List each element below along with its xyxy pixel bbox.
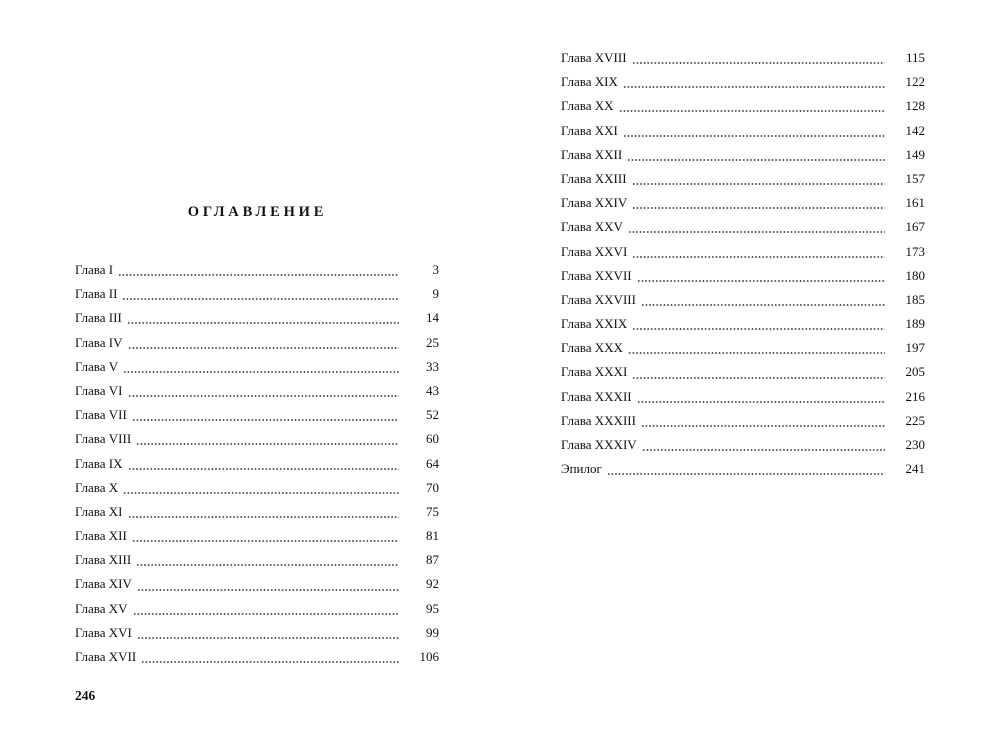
toc-entry: [561, 119, 925, 143]
dot-leader: [619, 110, 885, 112]
toc-entry: [561, 433, 925, 457]
toc-entry-title: Глава III: [75, 310, 122, 326]
toc-entry-title: Глава I: [75, 262, 114, 277]
toc-entry: [561, 385, 925, 409]
toc-entry-title: Глава VI: [75, 382, 123, 398]
dot-leader: [632, 256, 885, 258]
toc-entry-title: Глава XI: [75, 503, 123, 519]
toc-entry-title: Эпилог: [561, 461, 602, 477]
dot-leader: [632, 207, 885, 209]
toc-entry-page: 241: [905, 461, 925, 477]
toc-entry-title: Глава V: [75, 358, 119, 374]
dot-leader: [642, 449, 885, 451]
toc-entry-title: Глава X: [75, 479, 119, 495]
toc-entry-page: 70: [426, 479, 439, 495]
toc-entry: [75, 427, 439, 451]
toc-entry-page: 225: [905, 412, 925, 428]
toc-heading: ОГЛАВЛЕНИЕ: [187, 204, 328, 220]
toc-entry: [561, 191, 925, 215]
toc-entry-title: Глава XXVI: [561, 243, 628, 259]
toc-entry-title: Глава XVII: [75, 649, 137, 664]
toc-entry-page: 99: [426, 624, 439, 640]
toc-entry-page: 87: [426, 552, 439, 568]
toc-entry: [75, 572, 439, 596]
toc-entry-title: Глава XXXI: [561, 364, 628, 380]
toc-entry: [561, 360, 925, 384]
dot-leader: [127, 322, 399, 324]
toc-entry-page: 9: [432, 286, 439, 302]
toc-entry-title: Глава XXVIII: [561, 291, 636, 307]
toc-entry: [561, 70, 925, 94]
toc-entry-page: 52: [426, 407, 439, 423]
toc-entry: [75, 452, 439, 476]
toc-entry-page: 3: [432, 262, 439, 277]
toc-entry: [561, 143, 925, 167]
dot-leader: [632, 377, 885, 379]
dot-leader: [136, 564, 399, 566]
toc-entry-page: 197: [905, 340, 925, 356]
dot-leader: [607, 473, 885, 475]
dot-leader: [128, 516, 400, 518]
toc-entry-page: 33: [426, 358, 439, 374]
toc-entry-page: 60: [426, 431, 439, 447]
toc-entry-page: 75: [426, 503, 439, 519]
toc-entry-page: 115: [905, 50, 925, 65]
dot-leader: [123, 492, 399, 494]
toc-entry: [75, 379, 439, 403]
dot-leader: [137, 589, 399, 591]
dot-leader: [641, 425, 885, 427]
toc-entry-page: 216: [905, 388, 925, 404]
toc-entry-page: 43: [426, 382, 439, 398]
toc-entry-title: Глава XII: [75, 528, 127, 544]
toc-entry: [75, 621, 439, 645]
toc-list-right: [561, 46, 925, 481]
dot-leader: [632, 62, 885, 64]
dot-leader: [137, 637, 399, 639]
toc-entry-page: 81: [426, 528, 439, 544]
toc-entry-page: 149: [905, 146, 925, 162]
toc-entry-title: Глава VII: [75, 407, 127, 423]
toc-entry-page: 142: [905, 122, 925, 138]
toc-entry: [561, 336, 925, 360]
dot-leader: [141, 661, 399, 663]
toc-entry-page: 205: [905, 364, 925, 380]
dot-leader: [133, 613, 399, 615]
toc-entry-page: 14: [426, 310, 439, 326]
dot-leader: [628, 231, 885, 233]
toc-entry: [561, 167, 925, 191]
dot-leader: [641, 304, 885, 306]
dot-leader: [637, 280, 885, 282]
toc-entry: [561, 288, 925, 312]
dot-leader: [123, 371, 399, 373]
dot-leader: [136, 443, 399, 445]
toc-entry-page: 161: [905, 195, 925, 211]
dot-leader: [122, 298, 399, 300]
toc-entry-page: 189: [905, 316, 925, 332]
toc-entry: [75, 645, 439, 669]
toc-entry-title: Глава XXX: [561, 340, 623, 356]
toc-entry: [75, 355, 439, 379]
toc-list-left: [75, 258, 439, 669]
toc-entry: [75, 306, 439, 330]
toc-entry: [561, 457, 925, 481]
toc-entry-title: Глава XXXII: [561, 388, 632, 404]
dot-leader: [128, 468, 400, 470]
toc-entry-title: Глава XXIX: [561, 316, 628, 332]
toc-entry: [75, 597, 439, 621]
toc-entry-page: 122: [905, 74, 925, 90]
toc-entry-title: Глава XIII: [75, 552, 132, 568]
toc-entry-title: Глава XXXIII: [561, 412, 636, 428]
toc-entry-title: Глава XXI: [561, 122, 618, 138]
dot-leader: [632, 328, 885, 330]
toc-entry-title: Глава XV: [75, 600, 128, 616]
toc-entry: [75, 500, 439, 524]
toc-entry-title: Глава XXV: [561, 219, 623, 235]
dot-leader: [628, 352, 885, 354]
dot-leader: [623, 135, 885, 137]
toc-entry-title: Глава XXXIV: [561, 437, 637, 452]
toc-entry-title: Глава VIII: [75, 431, 132, 447]
toc-entry-page: 157: [905, 170, 925, 186]
toc-entry: [75, 548, 439, 572]
toc-entry-page: 173: [905, 243, 925, 259]
toc-entry-page: 106: [419, 649, 439, 664]
toc-entry-title: Глава II: [75, 286, 118, 302]
toc-entry-title: Глава IX: [75, 455, 123, 471]
toc-entry: [561, 46, 925, 70]
toc-entry: [561, 409, 925, 433]
toc-entry-page: 167: [905, 219, 925, 235]
toc-entry-title: Глава XX: [561, 98, 614, 114]
dot-leader: [132, 540, 399, 542]
dot-leader: [627, 159, 885, 161]
toc-entry-page: 95: [426, 600, 439, 616]
toc-entry-page: 64: [426, 455, 439, 471]
toc-entry-title: Глава XXII: [561, 146, 623, 162]
toc-entry-page: 92: [426, 576, 439, 592]
toc-entry: [561, 264, 925, 288]
toc-entry-page: 128: [905, 98, 925, 114]
toc-entry-title: Глава XXIV: [561, 195, 628, 211]
toc-entry: [75, 524, 439, 548]
toc-entry-title: Глава XIX: [561, 74, 618, 90]
toc-entry: [561, 94, 925, 118]
dot-leader: [128, 395, 400, 397]
toc-entry: [561, 240, 925, 264]
dot-leader: [128, 347, 400, 349]
toc-entry-page: 180: [905, 267, 925, 283]
toc-entry: [75, 258, 439, 282]
toc-entry-page: 230: [905, 437, 925, 452]
toc-entry-title: Глава XIV: [75, 576, 132, 592]
toc-entry-title: Глава XVIII: [561, 50, 627, 65]
toc-entry-title: Глава IV: [75, 334, 123, 350]
toc-entry: [561, 312, 925, 336]
toc-entry: [75, 476, 439, 500]
dot-leader: [132, 419, 399, 421]
toc-entry-title: Глава XXIII: [561, 170, 627, 186]
page-number: 246: [75, 688, 96, 703]
toc-entry-page: 185: [905, 291, 925, 307]
dot-leader: [637, 401, 885, 403]
toc-entry: [75, 282, 439, 306]
dot-leader: [118, 274, 399, 276]
toc-entry-title: Глава XVI: [75, 624, 132, 640]
toc-entry-title: Глава XXVII: [561, 267, 632, 283]
dot-leader: [632, 183, 885, 185]
toc-entry-page: 25: [426, 334, 439, 350]
dot-leader: [623, 86, 885, 88]
toc-entry: [561, 215, 925, 239]
toc-entry: [75, 331, 439, 355]
toc-entry: [75, 403, 439, 427]
